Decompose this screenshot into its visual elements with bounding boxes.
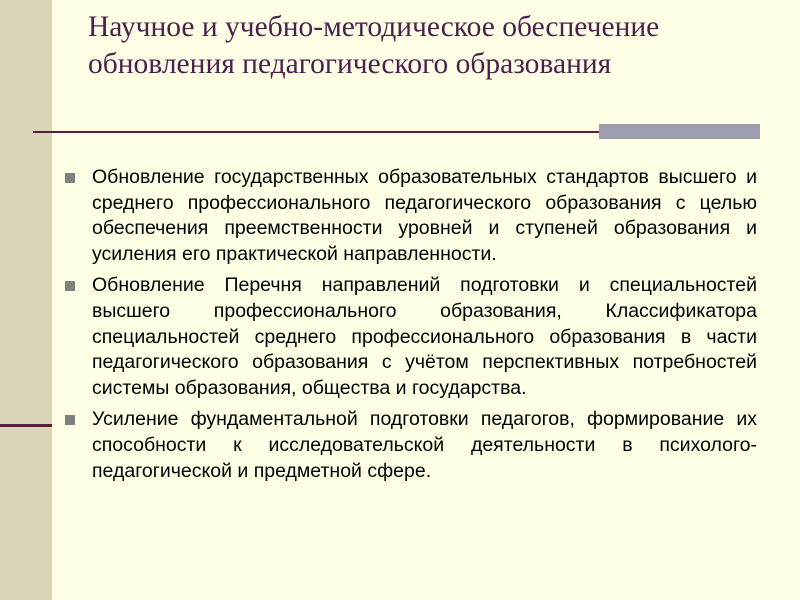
square-bullet-icon: [65, 281, 75, 291]
bullet-item: [62, 407, 757, 484]
title-accent-bar: [599, 124, 760, 139]
side-band: [0, 0, 52, 600]
bullet-item: [62, 273, 757, 401]
slide-title: Научное и учебно-методическое обеспечение обновления педагогического образования: [88, 11, 660, 80]
bullet-list: [62, 165, 757, 490]
bullet-text: Обновление Перечня направлений подготовки и специальностей высшего профессионального образования, Классификатора специальностей среднего профессионального образования в части педагогического образования с учётом перспективных потребностей системы образования, общества и государства.: [92, 274, 757, 399]
bullet-text: Усиление фундаментальной подготовки педагогов, формирование их способности к исследовательской деятельности в психолого-педагогической и предметной сфере.: [92, 408, 757, 482]
square-bullet-icon: [65, 173, 75, 183]
square-bullet-icon: [65, 415, 75, 425]
bullet-text: Обновление государственных образовательных стандартов высшего и среднего профессионального педагогического образования с целью обеспечения преемственности уровней и ступеней образования и усиления его практической направленности.: [92, 166, 757, 265]
side-band-rule: [0, 424, 52, 427]
bullet-item: [62, 165, 757, 267]
